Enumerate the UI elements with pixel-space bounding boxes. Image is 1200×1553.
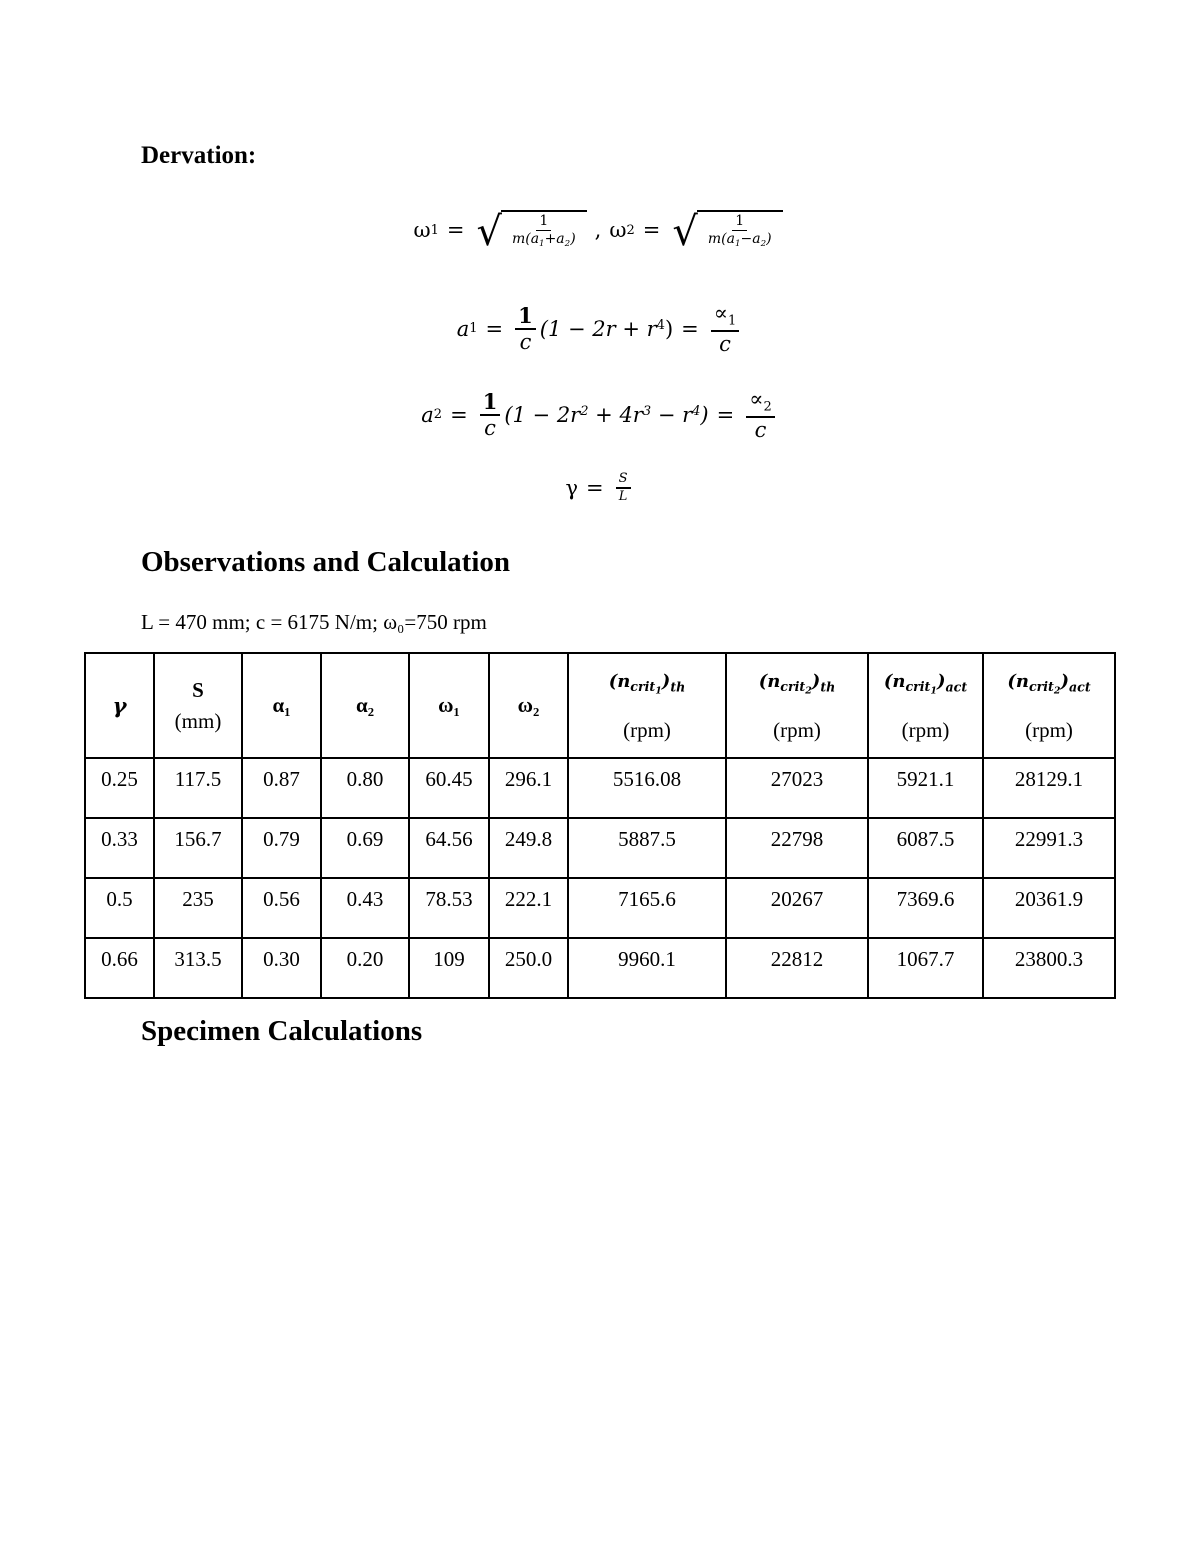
table-cell: 22991.3: [983, 818, 1115, 878]
table-cell: 5921.1: [868, 758, 983, 818]
table-cell: 7369.6: [868, 878, 983, 938]
table-cell: 20361.9: [983, 878, 1115, 938]
table-cell: 6087.5: [868, 818, 983, 878]
table-cell: 0.43: [321, 878, 409, 938]
table-header-row: [85, 653, 1115, 758]
table-cell: 0.25: [85, 758, 154, 818]
table-cell: 9960.1: [568, 938, 726, 998]
header-alpha1: α₁: [242, 653, 321, 758]
table-cell: 0.79: [242, 818, 321, 878]
header-s: S (mm): [154, 653, 242, 758]
table-row: [85, 818, 1115, 878]
table-cell: 313.5: [154, 938, 242, 998]
header-ncrit1-act: $(n_{crit1})_{act}$ (rpm): [868, 653, 983, 758]
derivation-heading: Dervation:: [141, 142, 257, 169]
equation-a1: a 1 = $\frac{1}{c}$ $(1 - 2r + r^4)$ = $\frac{\propto_1}{c}$: [0, 302, 1200, 356]
table-cell: 109: [409, 938, 489, 998]
table-cell: 0.20: [321, 938, 409, 998]
equation-gamma: γ = $\frac{S}{L}$: [0, 472, 1200, 505]
sqrt-omega1: √ $\frac{1}{m(a_1+a_2)}$: [476, 210, 586, 250]
table-cell: 22798: [726, 818, 868, 878]
table-cell: 0.33: [85, 818, 154, 878]
table-cell: 22812: [726, 938, 868, 998]
parameters-line: L = 470 mm; c = 6175 N/m; ω₀=750 rpm: [141, 610, 487, 634]
table-cell: 0.87: [242, 758, 321, 818]
equation-omega: ω 1 = √ $\frac{1}{m(a_1+a_2)}$ , ω 2 = √ $\frac{1}{m(a_1-a_2)}$: [0, 210, 1200, 250]
table-cell: 250.0: [489, 938, 568, 998]
table-cell: 20267: [726, 878, 868, 938]
observations-heading: Observations and Calculation: [141, 546, 510, 578]
table-cell: 27023: [726, 758, 868, 818]
header-omega2: ω₂: [489, 653, 568, 758]
table-cell: 156.7: [154, 818, 242, 878]
header-gamma: γ: [85, 653, 154, 758]
table-cell: 296.1: [489, 758, 568, 818]
table-cell: 0.66: [85, 938, 154, 998]
table-cell: 235: [154, 878, 242, 938]
sqrt-omega2: √ $\frac{1}{m(a_1-a_2)}$: [672, 210, 782, 250]
equation-a2: a 2 = $\frac{1}{c}$ $(1 - 2r^2 + 4r^3 - r^4)$ = $\frac{\propto_2}{c}$: [0, 388, 1200, 442]
table-cell: 7165.6: [568, 878, 726, 938]
header-ncrit1-th: $(n_{crit1})_{th}$ (rpm): [568, 653, 726, 758]
table-cell: 222.1: [489, 878, 568, 938]
table-cell: 0.69: [321, 818, 409, 878]
header-ncrit2-th: $(n_{crit2})_{th}$ (rpm): [726, 653, 868, 758]
observations-table: [84, 652, 1116, 999]
table-cell: 1067.7: [868, 938, 983, 998]
table-cell: 0.80: [321, 758, 409, 818]
table-cell: 0.5: [85, 878, 154, 938]
table-cell: 249.8: [489, 818, 568, 878]
table-cell: 0.30: [242, 938, 321, 998]
table-row: [85, 878, 1115, 938]
table-cell: 117.5: [154, 758, 242, 818]
header-alpha2: α₂: [321, 653, 409, 758]
table-row: [85, 758, 1115, 818]
table-cell: 64.56: [409, 818, 489, 878]
header-ncrit2-act: $(n_{crit2})_{act}$ (rpm): [983, 653, 1115, 758]
table-cell: 0.56: [242, 878, 321, 938]
table-cell: 28129.1: [983, 758, 1115, 818]
table-cell: 78.53: [409, 878, 489, 938]
table-row: [85, 938, 1115, 998]
table-cell: 5887.5: [568, 818, 726, 878]
table-cell: 60.45: [409, 758, 489, 818]
specimen-heading: Specimen Calculations: [141, 1015, 423, 1047]
header-omega1: ω₁: [409, 653, 489, 758]
table-cell: 5516.08: [568, 758, 726, 818]
table-cell: 23800.3: [983, 938, 1115, 998]
